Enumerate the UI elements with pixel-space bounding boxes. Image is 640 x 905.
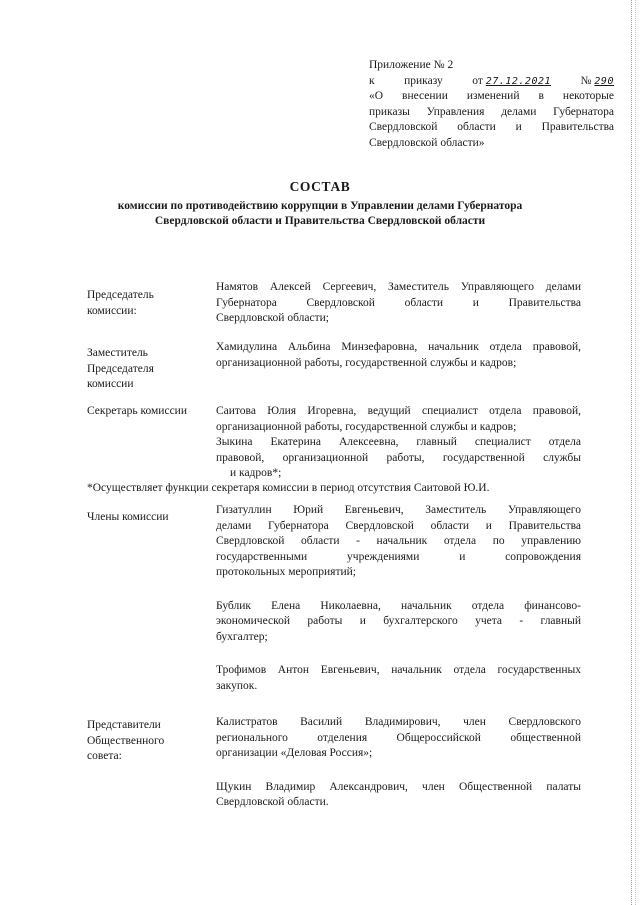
member-entry-1-line-4: государственными учреждениями и сопровождения (216, 550, 581, 563)
public-council-entry-1-line-2: регионального отделения Общероссийской общественной (216, 731, 581, 744)
members-label (87, 510, 197, 526)
appendix-subject-line-1: «О внесении изменений в некоторые (369, 90, 614, 102)
secretary-entry-2 (216, 435, 581, 482)
public-council-entry-2-line-2: Свердловской области. (216, 796, 329, 808)
members-entries (216, 503, 581, 694)
handwritten-date: 27.12.2021 (485, 75, 552, 87)
document-heading (0, 179, 640, 229)
member-entry-2-line-3: бухгалтер; (216, 630, 268, 643)
public-council-label-line-2: Общественного (87, 734, 165, 747)
member-entry-1-line-3: Свердловской области - начальник отдела по управлению (216, 535, 581, 547)
appendix-number (581, 74, 614, 90)
appendix-subject-line-4: Свердловской области» (369, 136, 485, 149)
member-entry-1-line-5: протокольных мероприятий; (216, 566, 356, 578)
document-subtitle-line-1: комиссии по противодействию коррупции в Управлении делами Губернатора (117, 200, 523, 212)
scan-edge-line-secondary (634, 0, 636, 905)
appendix-subject-line-2: приказы Управления делами Губернатора (369, 105, 614, 118)
secretary-entries (216, 404, 581, 482)
secretary-entry-1-line-2: организационной работы, государственной службы и кадров; (216, 420, 517, 433)
appendix-subject-line-3: Свердловской области и Правительства (369, 121, 614, 133)
document-title: СОСТАВ (289, 179, 351, 194)
deputy-label-line-2: Председателя (87, 362, 154, 375)
chairman-entry (216, 280, 581, 327)
member-entry-3 (216, 663, 581, 694)
chairman-entry-line-2: Губернатора Свердловской области и Правительства (216, 296, 581, 309)
chairman-label (87, 288, 197, 319)
appendix-header (369, 58, 614, 151)
secretary-label (87, 404, 212, 420)
chairman-label-line-1: Председатель (87, 289, 154, 301)
public-council-entry-1 (216, 715, 581, 762)
public-council-entry-2-line-1: Щукин Владимир Александрович, член Общественной палаты (216, 780, 581, 793)
secretary-label-line-1: Секретарь комиссии (87, 405, 187, 417)
appendix-order-line (369, 74, 614, 90)
public-council-label-line-1: Представители (87, 719, 161, 731)
deputy-label (87, 346, 197, 393)
chairman-entry-line-3: Свердловской области; (216, 312, 329, 324)
deputy-label-line-1: Заместитель (87, 347, 148, 359)
secretary-entry-2-line-3: и кадров*; (230, 467, 282, 479)
member-entry-3-line-2: закупок. (216, 679, 258, 692)
member-entry-2 (216, 599, 581, 646)
deputy-label-line-3: комиссии (87, 378, 134, 390)
secretary-entry-1 (216, 404, 581, 435)
public-council-entry-1-line-1: Калистратов Василий Владимирович, член Свердловского (216, 716, 581, 728)
member-entry-1-line-1: Гизатуллин Юрий Евгеньевич, Заместитель Управляющего (216, 504, 581, 516)
appendix-title: Приложение № 2 (369, 59, 454, 71)
public-council-entries (216, 715, 581, 811)
secretary-entry-2-line-1: Зыкина Екатерина Алексеевна, главный специалист отдела (216, 436, 581, 448)
appendix-k: к (369, 74, 375, 87)
deputy-entry-line-2: организационной работы, государственной службы и кадров; (216, 356, 517, 369)
public-council-label (87, 718, 197, 765)
member-entry-1-line-2: делами Губернатора Свердловской области и Правительства (216, 519, 581, 532)
appendix-from (472, 74, 551, 90)
members-label-line-1: Члены комиссии (87, 511, 169, 523)
scan-edge-line (630, 0, 632, 905)
chairman-entry-line-1: Намятов Алексей Сергеевич, Заместитель Управляющего делами (216, 281, 581, 293)
secretary-footnote: *Осуществляет функции секретаря комиссии в период отсутствия Саитовой Ю.И. (87, 482, 490, 494)
chairman-label-line-2: комиссии: (87, 304, 137, 317)
secretary-entry-1-line-1: Саитова Юлия Игоревна, ведущий специалист отдела правовой, (216, 405, 581, 417)
member-entry-3-line-1: Трофимов Антон Евгеньевич, начальник отдела государственных (216, 664, 581, 676)
secretary-entry-2-line-2: правовой, организационной работы, государственной службы (216, 451, 581, 464)
public-council-entry-1-line-3: организации «Деловая Россия»; (216, 747, 373, 759)
document-subtitle-line-2: Свердловской области и Правительства Свердловской области (154, 215, 486, 227)
member-entry-1 (216, 503, 581, 581)
number-sign: № (580, 74, 592, 87)
handwritten-number: 290 (594, 75, 614, 87)
appendix-order-word: приказу (404, 74, 443, 87)
public-council-entry-2 (216, 780, 581, 811)
member-entry-2-line-2: экономической работы и бухгалтерского учета - главный (216, 615, 581, 627)
deputy-entry (216, 340, 581, 371)
deputy-entry-line-1: Хамидулина Альбина Минзефаровна, начальник отдела правовой, (216, 341, 581, 353)
member-entry-2-line-1: Бублик Елена Николаевна, начальник отдела финансово- (216, 599, 581, 612)
appendix-from-word: от (472, 74, 483, 87)
public-council-label-line-3: совета: (87, 750, 122, 762)
